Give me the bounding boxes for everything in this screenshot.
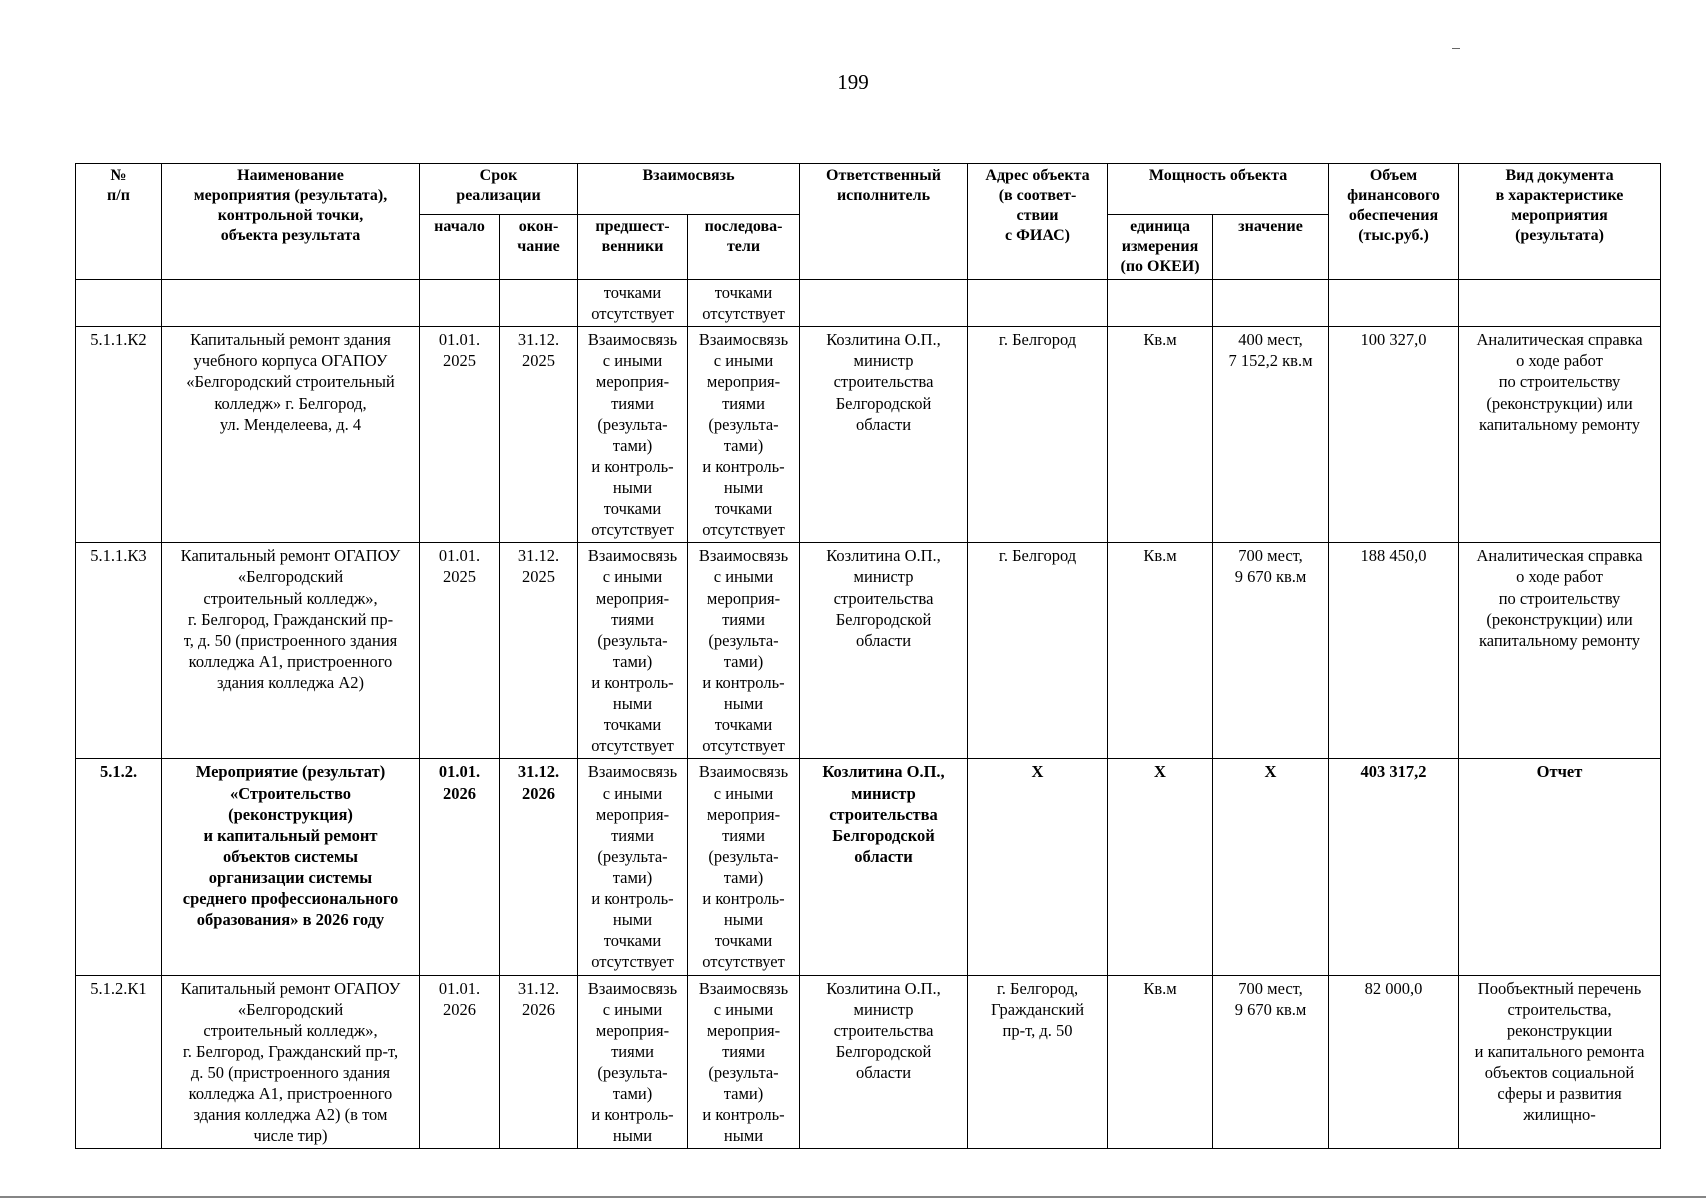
header-row-1 bbox=[76, 164, 1661, 215]
table-row-bold bbox=[76, 759, 1661, 975]
cell-num: 5.1.2. bbox=[76, 759, 162, 975]
cell-value: 700 мест, 9 670 кв.м bbox=[1213, 975, 1329, 1149]
cell-start: 01.01. 2026 bbox=[420, 759, 500, 975]
cell-name: Мероприятие (результат) «Строительство (реконструкция) и капитальный ремонт объектов системы организации системы среднего профессионального образования» в 2026 году bbox=[162, 759, 420, 975]
table-row bbox=[76, 327, 1661, 543]
cell-empty bbox=[800, 280, 968, 327]
cell-prev: Взаимосвязь с иными мероприя- тиями (результа- тами) и контроль- ными точками отсутствует bbox=[578, 759, 688, 975]
cell-empty bbox=[1213, 280, 1329, 327]
header-num: № п/п bbox=[76, 164, 162, 280]
header-unit: единица измерения (по ОКЕИ) bbox=[1108, 215, 1213, 280]
continuation-row bbox=[76, 280, 1661, 327]
header-doc: Вид документа в характеристике мероприятия (результата) bbox=[1459, 164, 1661, 280]
cell-unit: Кв.м bbox=[1108, 543, 1213, 759]
page-number: 199 bbox=[837, 70, 869, 94]
cell-value: 400 мест, 7 152,2 кв.м bbox=[1213, 327, 1329, 543]
cell-prev: Взаимосвязь с иными мероприя- тиями (результа- тами) и контроль- ными точками отсутствует bbox=[578, 327, 688, 543]
header-term: Срок реализации bbox=[420, 164, 578, 215]
cell-prev: Взаимосвязь с иными мероприя- тиями (результа- тами) и контроль- ными точками отсутствует bbox=[578, 543, 688, 759]
scan-mark bbox=[1452, 48, 1460, 49]
table-row bbox=[76, 975, 1661, 1149]
header-address: Адрес объекта (в соответ- ствии с ФИАС) bbox=[968, 164, 1108, 280]
cell-empty bbox=[1459, 280, 1661, 327]
header-responsible: Ответственный исполнитель bbox=[800, 164, 968, 280]
cell-responsible: Козлитина О.П., министр строительства Белгородской области bbox=[800, 759, 968, 975]
scan-edge-line bbox=[0, 1196, 1706, 1198]
header-term-end: окон- чание bbox=[500, 215, 578, 280]
cell-responsible: Козлитина О.П., министр строительства Белгородской области bbox=[800, 975, 968, 1149]
cell-start: 01.01. 2025 bbox=[420, 327, 500, 543]
cell-empty bbox=[76, 280, 162, 327]
cell-end: 31.12. 2025 bbox=[500, 327, 578, 543]
cell-next: Взаимосвязь с иными мероприя- тиями (результа- тами) и контроль- ными точками отсутствует bbox=[688, 759, 800, 975]
cell-finance: 188 450,0 bbox=[1329, 543, 1459, 759]
header-link: Взаимосвязь bbox=[578, 164, 800, 215]
cell-empty bbox=[500, 280, 578, 327]
cell-unit: Х bbox=[1108, 759, 1213, 975]
cell-start: 01.01. 2026 bbox=[420, 975, 500, 1149]
cell-address: Х bbox=[968, 759, 1108, 975]
cell-name: Капитальный ремонт здания учебного корпуса ОГАПОУ «Белгородский строительный колледж» г. Белгород, ул. Менделеева, д. 4 bbox=[162, 327, 420, 543]
cell-num: 5.1.2.К1 bbox=[76, 975, 162, 1149]
cell-next: Взаимосвязь с иными мероприя- тиями (результа- тами) и контроль- ными точками отсутствует bbox=[688, 327, 800, 543]
header-value: значение bbox=[1213, 215, 1329, 280]
cell-doc: Аналитическая справка о ходе работ по строительству (реконструкции) или капитальному ремонту bbox=[1459, 543, 1661, 759]
header-name: Наименование мероприятия (результата), контрольной точки, объекта результата bbox=[162, 164, 420, 280]
cell-responsible: Козлитина О.П., министр строительства Белгородской области bbox=[800, 543, 968, 759]
cell-doc: Аналитическая справка о ходе работ по строительству (реконструкции) или капитальному ремонту bbox=[1459, 327, 1661, 543]
header-capacity: Мощность объекта bbox=[1108, 164, 1329, 215]
header-link-next: последова- тели bbox=[688, 215, 800, 280]
cell-address: г. Белгород, Гражданский пр-т, д. 50 bbox=[968, 975, 1108, 1149]
cell-empty bbox=[1108, 280, 1213, 327]
cell-finance: 403 317,2 bbox=[1329, 759, 1459, 975]
cell-prev: Взаимосвязь с иными мероприя- тиями (результа- тами) и контроль- ными bbox=[578, 975, 688, 1149]
cell-value: 700 мест, 9 670 кв.м bbox=[1213, 543, 1329, 759]
cell-doc: Отчет bbox=[1459, 759, 1661, 975]
cell-name: Капитальный ремонт ОГАПОУ «Белгородский строительный колледж», г. Белгород, Гражданский пр-т, д. 50 (пристроенного здания колледжа А1, пристроенного здания колледжа А2) (в том числе тир) bbox=[162, 975, 420, 1149]
cell-num: 5.1.1.К2 bbox=[76, 327, 162, 543]
cell-end: 31.12. 2026 bbox=[500, 759, 578, 975]
cell-value: Х bbox=[1213, 759, 1329, 975]
cell-end: 31.12. 2026 bbox=[500, 975, 578, 1149]
cell-empty bbox=[1329, 280, 1459, 327]
cell-start: 01.01. 2025 bbox=[420, 543, 500, 759]
cell-next: Взаимосвязь с иными мероприя- тиями (результа- тами) и контроль- ными bbox=[688, 975, 800, 1149]
cell-empty bbox=[968, 280, 1108, 327]
cell-finance: 82 000,0 bbox=[1329, 975, 1459, 1149]
cell-responsible: Козлитина О.П., министр строительства Белгородской области bbox=[800, 327, 968, 543]
cell-doc: Пообъектный перечень строительства, реконструкции и капитального ремонта объектов социальной сферы и развития жилищно- bbox=[1459, 975, 1661, 1149]
cell-next: точками отсутствует bbox=[688, 280, 800, 327]
cell-unit: Кв.м bbox=[1108, 327, 1213, 543]
cell-address: г. Белгород bbox=[968, 327, 1108, 543]
cell-name: Капитальный ремонт ОГАПОУ «Белгородский строительный колледж», г. Белгород, Гражданский пр- т, д. 50 (пристроенного здания колледжа А1, пристроенного здания колледжа А2) bbox=[162, 543, 420, 759]
table-row bbox=[76, 543, 1661, 759]
plan-table bbox=[75, 163, 1661, 1149]
header-finance: Объем финансового обеспечения (тыс.руб.) bbox=[1329, 164, 1459, 280]
cell-num: 5.1.1.К3 bbox=[76, 543, 162, 759]
header-link-prev: предшест- венники bbox=[578, 215, 688, 280]
cell-unit: Кв.м bbox=[1108, 975, 1213, 1149]
cell-finance: 100 327,0 bbox=[1329, 327, 1459, 543]
cell-end: 31.12. 2025 bbox=[500, 543, 578, 759]
cell-address: г. Белгород bbox=[968, 543, 1108, 759]
header-term-start: начало bbox=[420, 215, 500, 280]
cell-next: Взаимосвязь с иными мероприя- тиями (результа- тами) и контроль- ными точками отсутствует bbox=[688, 543, 800, 759]
cell-empty bbox=[420, 280, 500, 327]
cell-empty bbox=[162, 280, 420, 327]
cell-prev: точками отсутствует bbox=[578, 280, 688, 327]
